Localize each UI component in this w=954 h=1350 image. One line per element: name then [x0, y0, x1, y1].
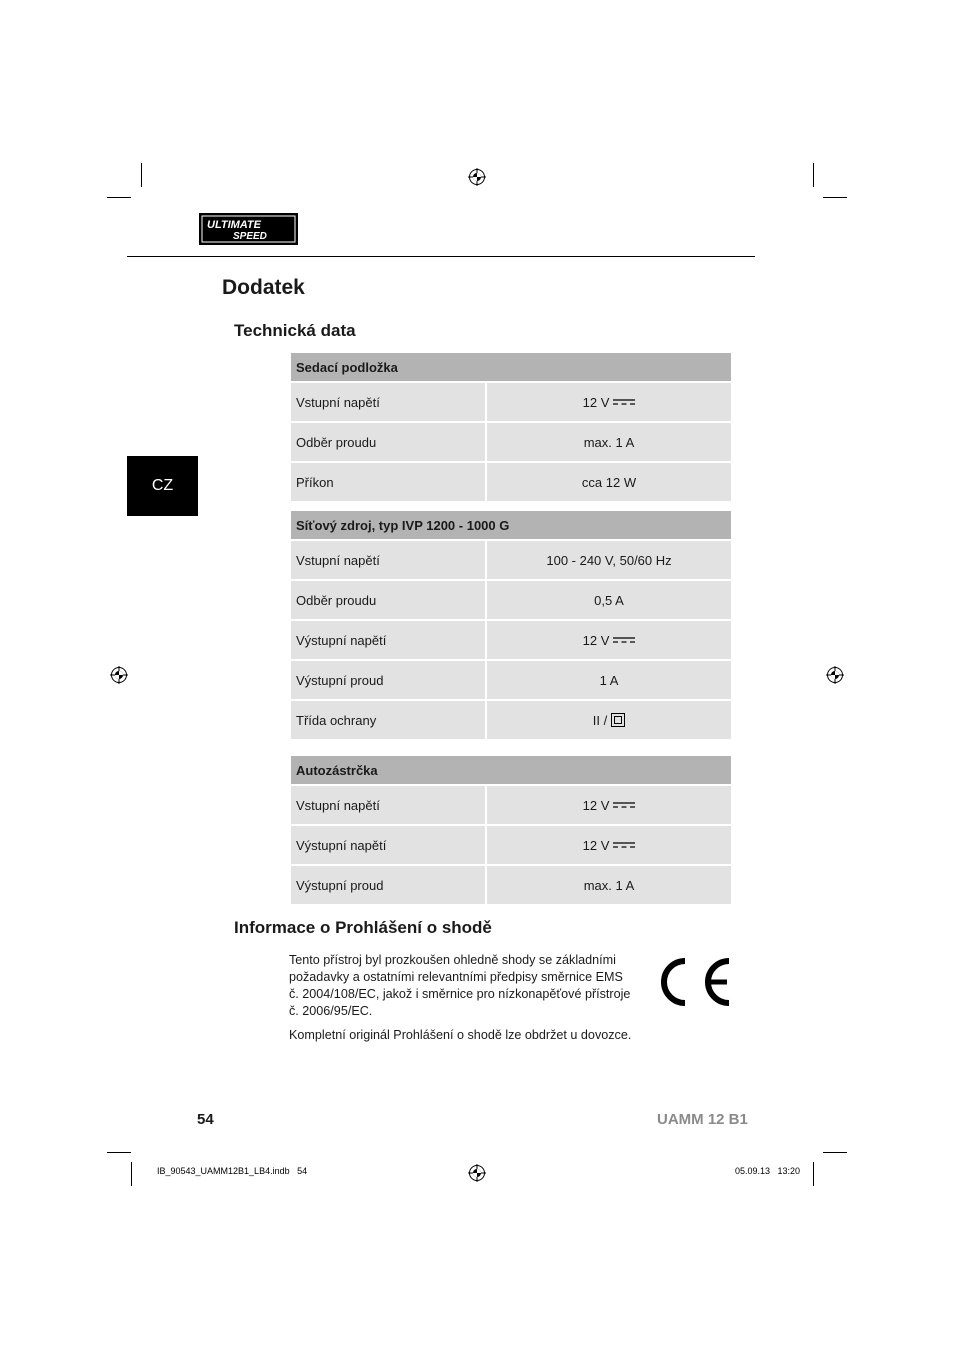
table-row: [291, 786, 731, 824]
table-row: [291, 541, 731, 579]
model-number: UAMM 12 B1: [657, 1111, 748, 1128]
table-header: Sedací podložka: [291, 353, 731, 381]
row-label: Výstupní proud: [291, 866, 485, 904]
ultimate-speed-logo: [199, 213, 298, 245]
row-value: 12 V: [487, 786, 731, 824]
language-tab: CZ: [127, 456, 198, 516]
spec-table-seat-pad: [291, 353, 731, 501]
row-label: Odběr proudu: [291, 423, 485, 461]
section-heading-tech: Technická data: [234, 321, 356, 340]
table-header: Autozástrčka: [291, 756, 731, 784]
crop-mark: [823, 197, 847, 198]
ce-mark-icon: [657, 955, 732, 1009]
table-row: [291, 826, 731, 864]
table-header: Síťový zdroj, typ IVP 1200 - 1000 G: [291, 511, 731, 539]
table-row: [291, 661, 731, 699]
row-value: II /: [487, 701, 731, 739]
print-slug-date: 05.09.13 13:20: [735, 1166, 801, 1176]
table-row: [291, 866, 731, 904]
table-row: [291, 621, 731, 659]
spec-table-power-supply: [291, 511, 731, 739]
row-label: Příkon: [291, 463, 485, 501]
row-label: Odběr proudu: [291, 581, 485, 619]
table-row: [291, 701, 731, 739]
crop-mark: [141, 163, 142, 187]
print-slug-file: IB_90543_UAMM12B1_LB4.indb 54: [157, 1166, 308, 1176]
page-number: 54: [197, 1111, 214, 1128]
svg-text:SPEED: SPEED: [233, 231, 267, 242]
crop-mark: [813, 163, 814, 187]
row-label: Výstupní napětí: [291, 621, 485, 659]
row-value: max. 1 A: [487, 866, 731, 904]
row-value: 12 V: [487, 826, 731, 864]
header-rule: [127, 256, 755, 257]
spec-table-car-plug: [291, 756, 731, 904]
table-row: [291, 423, 731, 461]
protection-class-ii-icon: [611, 713, 625, 727]
declaration-paragraph: Tento přístroj byl prozkoušen ohledně shody se základními požadavky a ostatními relevantními předpisy směrnice EMS č. 2004/108/EC, jakož i směrnice pro nízkonapěťové přístroje č. 2006/95/EC.: [289, 953, 631, 1018]
declaration-paragraph: Kompletní originál Prohlášení o shodě lze obdržet u dovozce.: [289, 1028, 632, 1042]
declaration-text: [289, 952, 634, 1051]
row-label: Vstupní napětí: [291, 786, 485, 824]
row-value: 12 V: [487, 621, 731, 659]
crop-mark: [813, 1162, 814, 1186]
row-value: 100 - 240 V, 50/60 Hz: [487, 541, 731, 579]
dc-symbol-icon: [613, 398, 635, 406]
row-label: Výstupní napětí: [291, 826, 485, 864]
row-label: Vstupní napětí: [291, 383, 485, 421]
row-label: Výstupní proud: [291, 661, 485, 699]
row-label: Třída ochrany: [291, 701, 485, 739]
crop-mark: [131, 1162, 132, 1186]
registration-mark-icon: [468, 1164, 486, 1182]
svg-text:ULTIMATE: ULTIMATE: [207, 219, 261, 231]
page-title: Dodatek: [222, 276, 305, 299]
dc-symbol-icon: [613, 841, 635, 849]
row-value: 0,5 A: [487, 581, 731, 619]
registration-mark-icon: [826, 666, 844, 684]
crop-mark: [107, 197, 131, 198]
row-value: cca 12 W: [487, 463, 731, 501]
dc-symbol-icon: [613, 636, 635, 644]
crop-mark: [107, 1152, 131, 1153]
table-row: [291, 383, 731, 421]
table-row: [291, 463, 731, 501]
row-value: max. 1 A: [487, 423, 731, 461]
section-heading-declaration: Informace o Prohlášení o shodě: [234, 918, 492, 937]
row-value: 12 V: [487, 383, 731, 421]
registration-mark-icon: [468, 168, 486, 186]
dc-symbol-icon: [613, 801, 635, 809]
table-row: [291, 581, 731, 619]
crop-mark: [823, 1152, 847, 1153]
row-label: Vstupní napětí: [291, 541, 485, 579]
registration-mark-icon: [110, 666, 128, 684]
row-value: 1 A: [487, 661, 731, 699]
